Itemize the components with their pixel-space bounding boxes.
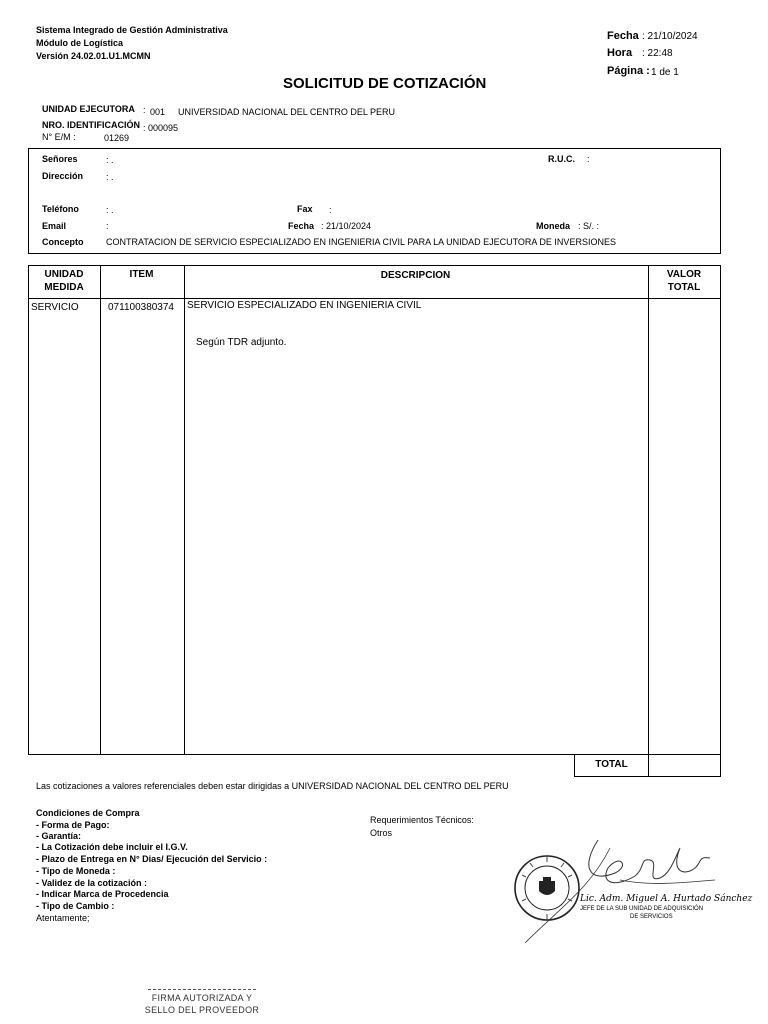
fax-value: : [329,205,332,215]
conditions-title: Condiciones de Compra [36,808,140,818]
condition-item: - Tipo de Cambio : [36,901,115,911]
signature-caption-line2: SELLO DEL PROVEEDOR [144,1005,260,1015]
row-descripcion: SERVICIO ESPECIALIZADO EN INGENIERIA CIVIL [187,300,422,311]
header-hora-value: : 22:48 [642,48,673,59]
condition-item: - Garantía: [36,831,82,841]
moneda-label: Moneda [536,221,571,231]
req-label: Requerimientos Técnicos: [370,815,474,825]
condition-item: - La Cotización debe incluir el I.G.V. [36,842,188,852]
req-value: Otros [370,828,393,838]
handwritten-signature-icon [520,828,720,948]
telefono-value: : . [106,205,114,215]
header-hora-label: Hora [607,47,633,59]
items-table [28,265,721,755]
condition-item: - Plazo de Entrega en N° Dias/ Ejecución del Servicio : [36,854,268,864]
em-value: 01269 [104,133,130,143]
col-valor-header-1: VALOR [666,269,702,280]
direccion-value: : . [106,172,114,182]
signature-caption-line1: FIRMA AUTORIZADA Y [151,993,253,1003]
col-unidad-header-1: UNIDAD [44,269,84,280]
system-name: Sistema Integrado de Gestión Administrativa [36,25,228,35]
signer-name: Lic. Adm. Miguel A. Hurtado Sánchez [580,894,753,904]
total-label: TOTAL [595,759,628,770]
condition-item: - Indicar Marca de Procedencia [36,889,169,899]
header-fecha-value: : 21/10/2024 [642,31,698,42]
header-pagina-value: 1 de 1 [651,67,679,78]
condition-item: - Validez de la cotización : [36,878,148,888]
id-value: : 000095 [143,123,179,133]
concepto-label: Concepto [42,237,84,247]
signature-line [148,989,256,990]
condition-item: - Forma de Pago: [36,820,110,830]
em-label: N° E/M : [42,132,76,142]
col-unidad-header-2: MEDIDA [44,282,84,293]
condition-item: - Tipo de Moneda : [36,866,116,876]
fecha-value: : 21/10/2024 [321,221,372,231]
ruc-value: : [587,154,590,164]
concepto-value: CONTRATACION DE SERVICIO ESPECIALIZADO EN INGENIERIA CIVIL PARA LA UNIDAD EJECUTORA DE INVERSIONES [106,237,616,247]
email-value: : [106,221,109,231]
ue-label: UNIDAD EJECUTORA [42,104,135,114]
version-text: Versión 24.02.01.U1.MCMN [36,51,151,61]
ruc-label: R.U.C. [548,154,575,164]
row-nota: Según TDR adjunto. [196,337,287,348]
fax-label: Fax [297,204,313,214]
senores-value: : . [106,155,114,165]
ue-code: 001 [150,107,166,117]
row-unidad: SERVICIO [31,302,79,313]
email-label: Email [42,221,67,231]
id-label: NRO. IDENTIFICACIÓN [42,120,140,130]
ue-colon: : [143,105,146,115]
moneda-value: : S/. : [578,221,600,231]
fecha-label: Fecha [288,221,315,231]
row-item: 071100380374 [108,302,174,313]
module-name: Módulo de Logística [36,38,123,48]
senores-label: Señores [42,154,78,164]
ue-name: UNIVERSIDAD NACIONAL DEL CENTRO DEL PERU [178,107,396,117]
signer-role-line2: DE SERVICIOS [630,914,673,920]
col-descripcion-header: DESCRIPCION [380,270,451,281]
signer-role-line1: JEFE DE LA SUB UNIDAD DE ADQUISICIÓN [580,906,704,912]
page-title: SOLICITUD DE COTIZACIÓN [283,75,487,92]
telefono-label: Teléfono [42,204,79,214]
col-item-header: ITEM [129,269,154,280]
col-valor-header-2: TOTAL [667,282,701,293]
footer-note: Las cotizaciones a valores referenciales deben estar dirigidas a UNIVERSIDAD NACIONAL DEL CENTRO DEL PERU [36,781,509,791]
header-pagina-label: Página : [607,65,650,77]
closing-text: Atentamente; [36,913,90,923]
direccion-label: Dirección [42,171,84,181]
header-fecha-label: Fecha [607,30,639,42]
